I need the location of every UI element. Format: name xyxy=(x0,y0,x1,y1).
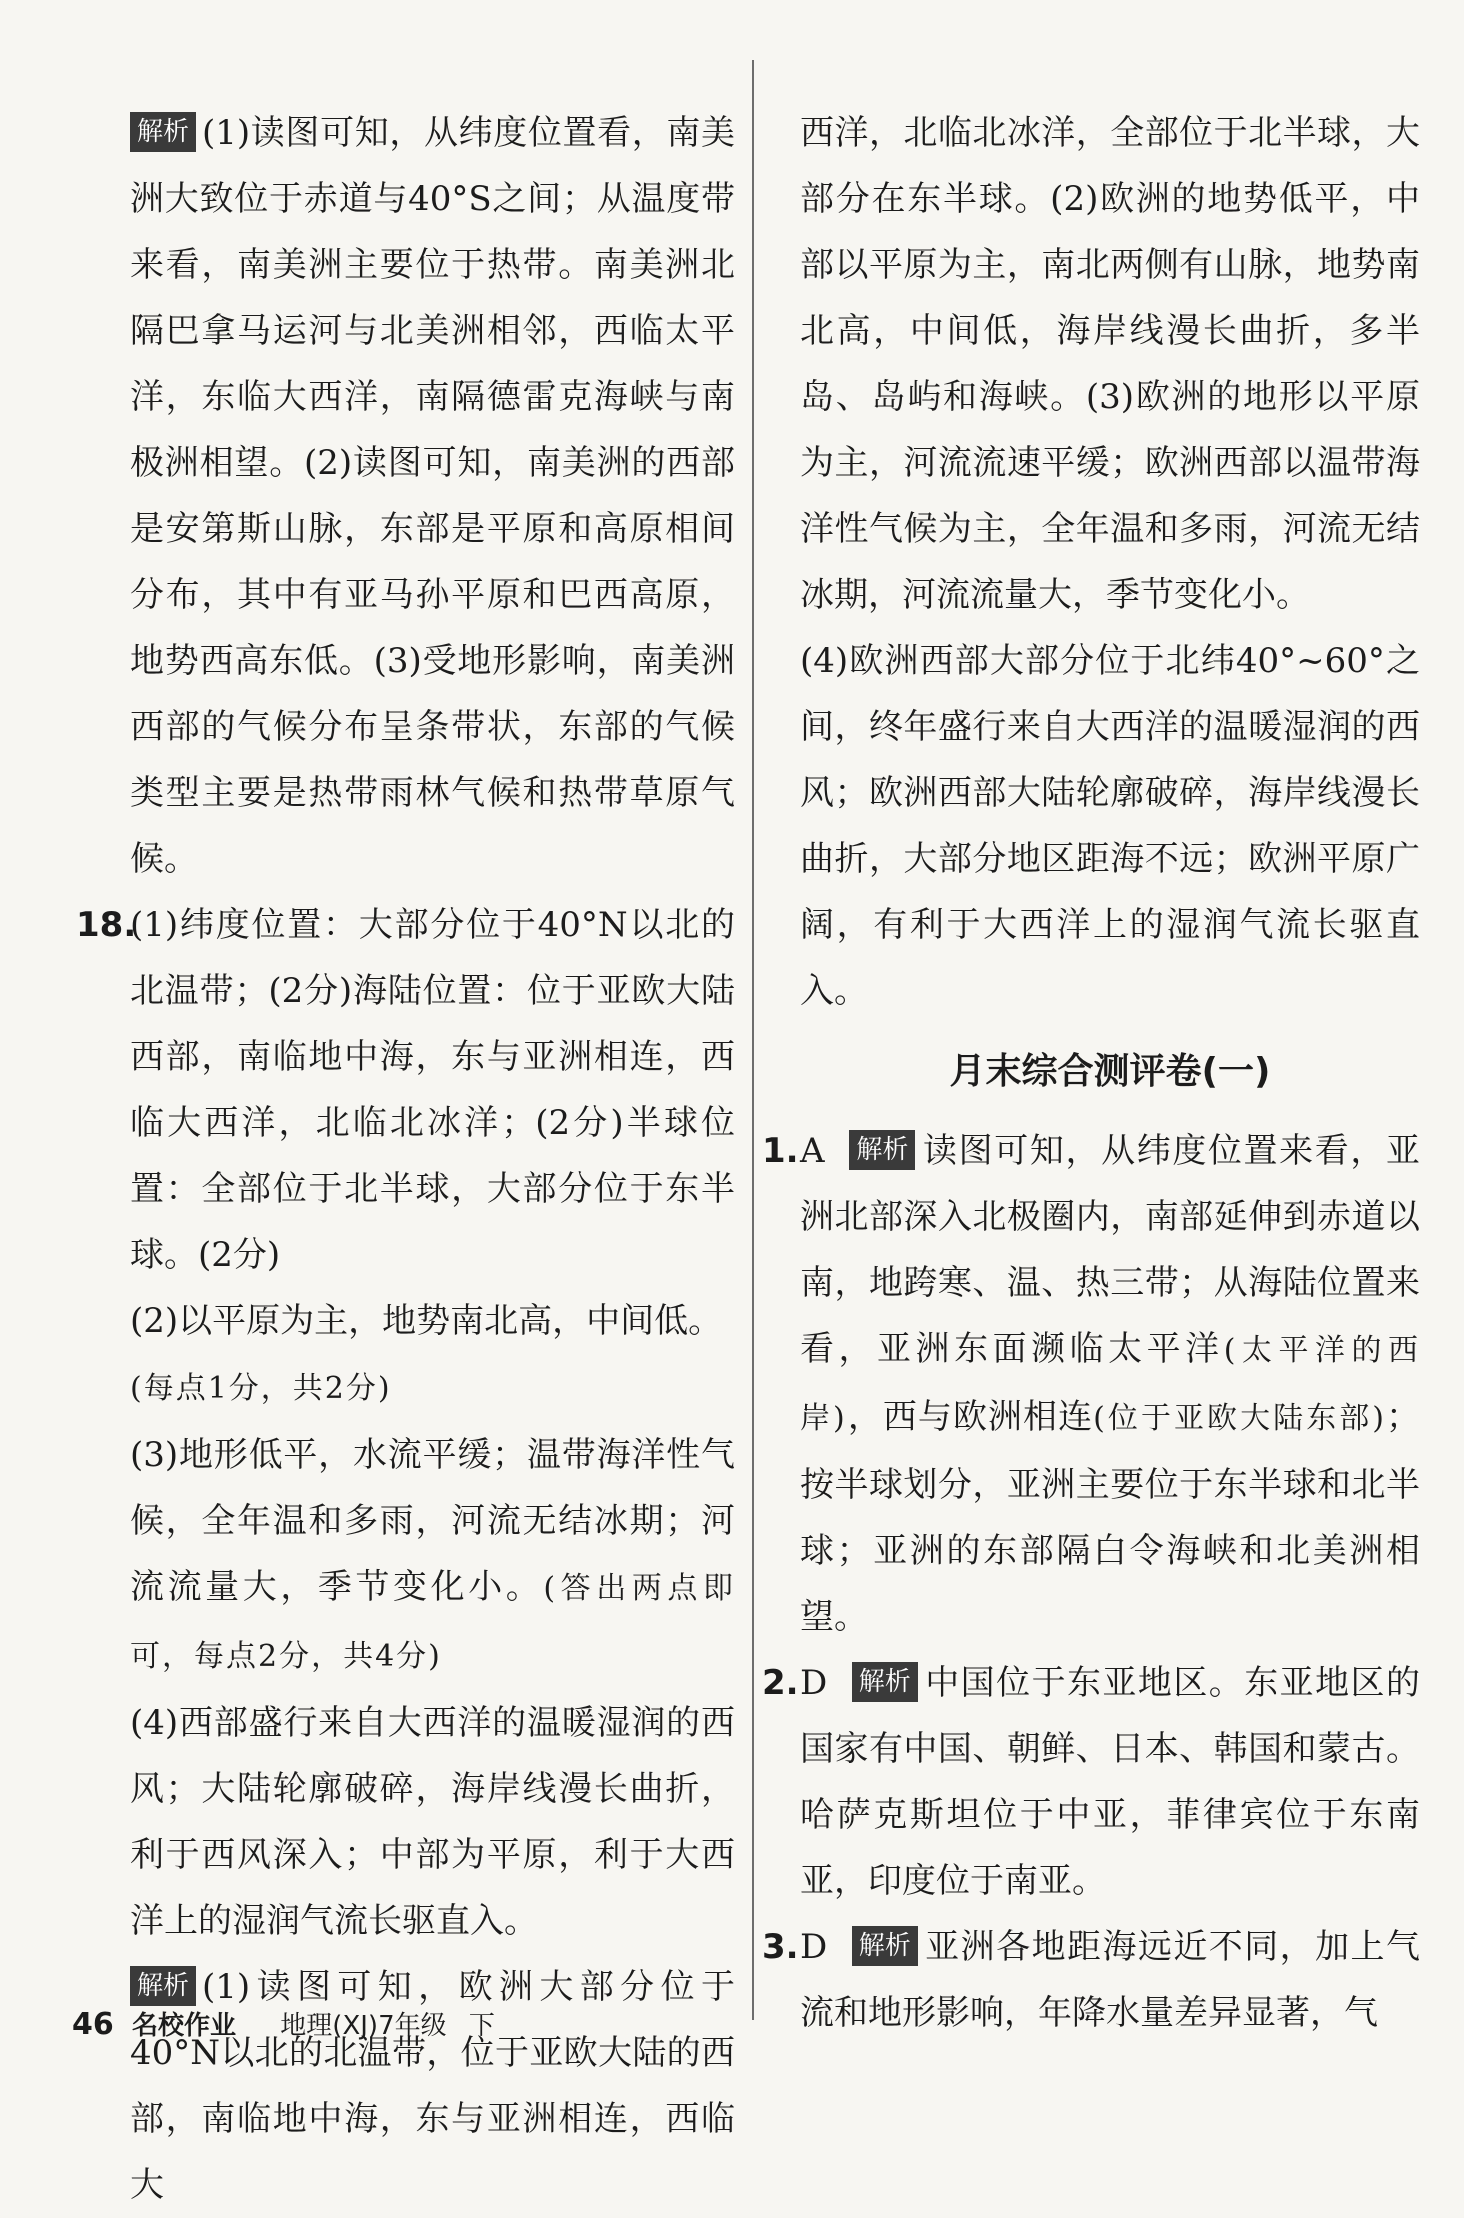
analysis-note: (太平洋的西岸) xyxy=(800,1333,1420,1436)
column-divider xyxy=(752,60,754,2020)
question-3-body xyxy=(800,1914,1420,2046)
question-3 xyxy=(762,1914,1421,2046)
analysis-text-tail: ；按半球划分，亚洲主要位于东半球和北半球；亚洲的东部隔白令海峡和北美洲相望。 xyxy=(800,1397,1420,1637)
analysis-18-continued-4: (4)欧洲西部大部分位于北纬40°~60°之间，终年盛行来自大西洋的温暖湿润的西风；欧洲西部大陆轮廓破碎，海岸线漫长曲折，大部分地区距海不远；欧洲平原广阔，有利于大西洋上的湿润气流长驱直入。 xyxy=(800,641,1420,1011)
answer-part-2-text: (2)以平原为主，地势南北高，中间低。 xyxy=(130,1301,723,1341)
analysis-tag: 解析 xyxy=(130,1966,196,2006)
answer-part-4: (4)西部盛行来自大西洋的温暖湿润的西风；大陆轮廓破碎，海岸线漫长曲折，利于西风深入；中部为平原，利于大西洋上的湿润气流长驱直入。 xyxy=(130,1703,735,1941)
question-number: 18. xyxy=(76,905,137,945)
analysis-18 xyxy=(130,1954,735,2218)
analysis-text: 读图可知，从纬度位置来看，亚洲北部深入北极圈内，南部延伸到赤道以南，地跨寒、温、热三带；从海陆位置来看，亚洲东面濒临太平洋 xyxy=(800,1131,1420,1369)
question-2-body xyxy=(800,1650,1420,1914)
analysis-17 xyxy=(130,100,735,892)
answer-letter: D xyxy=(800,1927,828,1967)
section-title: 月末综合测评卷(一) xyxy=(949,1051,1271,1092)
answer-part-2 xyxy=(130,1288,735,1422)
question-2 xyxy=(762,1650,1421,1914)
analysis-tag: 解析 xyxy=(852,1926,918,1966)
page-number: 46 xyxy=(72,2007,114,2042)
answer-part-3-score: (答出两点即可，每点2分，共4分) xyxy=(130,1571,735,1674)
answer-part-3 xyxy=(130,1422,735,1690)
analysis-tag: 解析 xyxy=(130,112,196,152)
analysis-tag: 解析 xyxy=(849,1130,915,1170)
question-number: 3. xyxy=(762,1927,799,1967)
analysis-tag: 解析 xyxy=(852,1662,918,1702)
answer-part-3-text: (3)地形低平，水流平缓；温带海洋性气候，全年温和多雨，河流无结冰期；河流流量大，季节变化小。 xyxy=(130,1435,735,1607)
question-1-body xyxy=(800,1118,1420,1650)
analysis-text: (1)读图可知，从纬度位置看，南美洲大致位于赤道与40°S之间；从温度带来看，南美洲主要位于热带。南美洲北隔巴拿马运河与北美洲相邻，西临太平洋，东临大西洋，南隔德雷克海峡与南极洲相望。(2)读图可知，南美洲的西部是安第斯山脉，东部是平原和高原相间分布，其中有亚马孙平原和巴西高原，地势西高东低。(3)受地形影响，南美洲西部的气候分布呈条带状，东部的气候类型主要是热带雨林气候和热带草原气候。 xyxy=(130,113,735,879)
analysis-note: (位于亚欧大陆东部) xyxy=(1093,1401,1386,1436)
analysis-18-continued: 西洋，北临北冰洋，全部位于北半球，大部分在东半球。(2)欧洲的地势低平，中部以平原为主，南北两侧有山脉，地势南北高，中间低，海岸线漫长曲折，多半岛、岛屿和海峡。(3)欧洲的地形以平原为主，河流流速平缓；欧洲西部以温带海洋性气候为主，全年温和多雨，河流无结冰期，河流流量大，季节变化小。 xyxy=(800,113,1420,615)
answer-letter: A xyxy=(800,1131,825,1171)
brand-name: 名校作业 xyxy=(132,2011,237,2041)
term-label: 下 xyxy=(468,2011,495,2041)
analysis-text: 中国位于东亚地区。东亚地区的国家有中国、朝鲜、日本、韩国和蒙古。哈萨克斯坦位于中亚，菲律宾位于东南亚，印度位于南亚。 xyxy=(800,1663,1421,1901)
answer-part-1: (1)纬度位置：大部分位于40°N以北的北温带；(2分)海陆位置：位于亚欧大陆西部，南临地中海，东与亚洲相连，西临大西洋，北临北冰洋；(2分)半球位置：全部位于北半球，大部分位于东半球。(2分) xyxy=(130,905,735,1275)
answer-part-2-score: (每点1分，共2分) xyxy=(130,1371,392,1406)
question-1 xyxy=(762,1118,1420,1650)
answer-letter: D xyxy=(800,1663,828,1703)
question-number: 1. xyxy=(762,1131,799,1171)
analysis-text: 亚洲各地距海远近不同，加上气流和地形影响，年降水量差异显著，气 xyxy=(800,1927,1421,2033)
right-column xyxy=(762,100,1421,2046)
page-footer xyxy=(72,2000,495,2050)
analysis-text: (1)读图可知，欧洲大部分位于40°N以北的北温带，位于亚欧大陆的西部，南临地中海，东与亚洲相连，西临大 xyxy=(130,1967,735,2205)
subject-label: 地理(XJ)7年级 xyxy=(280,2011,447,2041)
question-number: 2. xyxy=(762,1663,799,1703)
analysis-text-mid: ，西与欧洲相连 xyxy=(846,1397,1094,1437)
